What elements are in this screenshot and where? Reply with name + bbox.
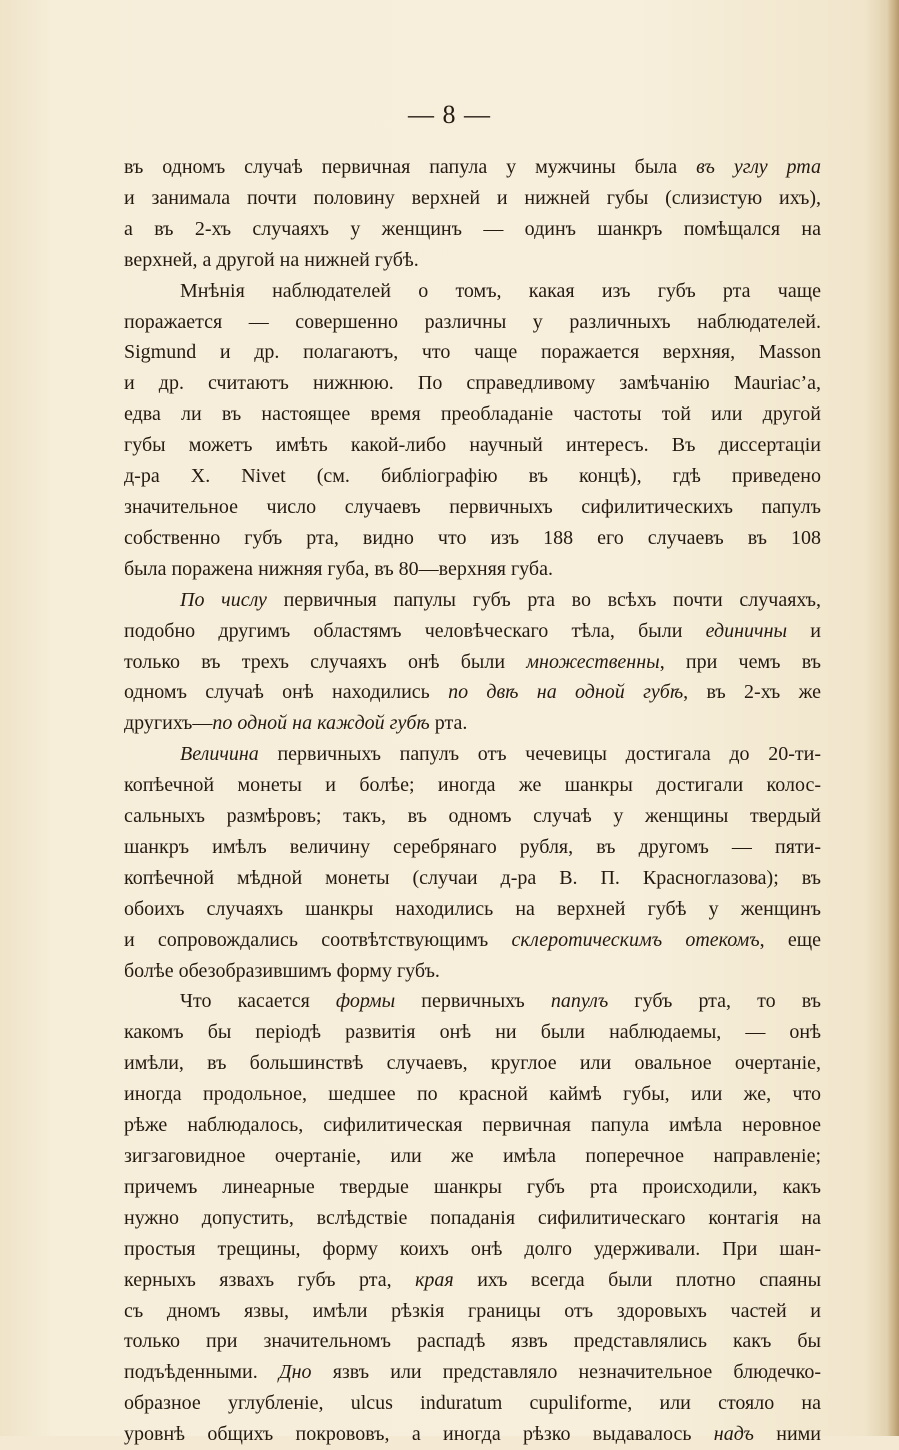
italic-fragment: въ углу рта (696, 156, 821, 178)
text-line (124, 647, 821, 678)
italic-fragment: края (415, 1268, 454, 1291)
text-fragment: другихъ— (124, 712, 213, 735)
text-line (124, 492, 821, 523)
text-fragment: и занимала почти половину верхней и нижней губы (слизистую ихъ), (124, 186, 821, 209)
text-fragment: , въ 2-хъ же (683, 681, 821, 704)
text-fragment: рта. (429, 712, 468, 735)
text-fragment: , при чемъ въ (659, 650, 821, 673)
text-line (124, 1048, 821, 1079)
italic-fragment: Величина (180, 743, 259, 766)
text-line (124, 1017, 821, 1048)
text-fragment: едва ли въ настоящее время преобладаніе частоты той или другой (124, 403, 821, 426)
text-fragment: а въ 2-хъ случаяхъ у женщинъ — одинъ шанкръ помѣщался на (124, 217, 821, 240)
text-line (124, 523, 821, 554)
text-line (124, 1265, 821, 1296)
text-fragment: зигзаговидное очертаніе, или же имѣла поперечное направленіе; (124, 1145, 821, 1167)
text-fragment: нужно допустить, вслѣдствіе попаданія сифилитическаго контагія на (124, 1206, 821, 1229)
text-line (124, 770, 821, 801)
text-fragment: копѣечной монеты и болѣе; иногда же шанкры достигали колос- (124, 774, 821, 797)
text-line (124, 152, 821, 183)
text-fragment: рѣже наблюдалось, сифилитическая первичная папула имѣла неровное (124, 1114, 821, 1137)
page-number: — 8 — (408, 100, 491, 129)
text-fragment: Мнѣнія наблюдателей о томъ, какая изъ губъ рта чаще (180, 279, 821, 302)
text-fragment: шанкръ имѣлъ величину серебрянаго рубля, въ другомъ — пяти- (124, 835, 821, 858)
text-line (124, 430, 821, 461)
text-line (124, 863, 821, 894)
text-fragment: простыя трещины, форму коихъ онѣ долго удерживали. При шан- (124, 1237, 821, 1260)
text-fragment: съ дномъ язвы, имѣли рѣзкія границы отъ здоровыхъ частей и (124, 1299, 821, 1322)
text-fragment: образное углубленіе, ulcus induratum cupuliforme, или стояло на (124, 1392, 821, 1415)
text-line (124, 832, 821, 863)
text-line (124, 894, 821, 925)
text-fragment: сальныхъ размѣровъ; такъ, въ одномъ случаѣ у женщины твердый (124, 805, 821, 828)
text-fragment: была поражена нижняя губа, въ 80—верхняя губа. (124, 557, 553, 580)
text-line (124, 1388, 821, 1419)
text-fragment: копѣечной мѣдной монеты (случаи д-ра В. П. Красноглазова); въ (124, 866, 821, 889)
text-line (124, 1419, 821, 1450)
italic-fragment: Дно (278, 1361, 312, 1384)
italic-fragment: склеротическимъ отекомъ (511, 928, 760, 951)
text-fragment: д-ра X. Nivet (см. библіографію въ концѣ), гдѣ приведено (124, 465, 821, 488)
text-line (124, 1296, 821, 1327)
text-fragment: ними (753, 1423, 822, 1446)
text-fragment: , еще (759, 928, 822, 951)
text-line (124, 276, 821, 307)
text-fragment: только въ трехъ случаяхъ онѣ были (124, 650, 527, 673)
text-fragment: какомъ бы періодѣ развитія онѣ ни были наблюдаемы, — онѣ (124, 1021, 821, 1044)
italic-fragment: по одной на каждой губѣ (212, 712, 430, 735)
text-line (124, 554, 821, 585)
text-fragment: причемъ линеарные твердые шанкры губъ рта происходили, какъ (124, 1175, 821, 1198)
italic-fragment: единичны (705, 619, 788, 642)
text-fragment: первичныхъ папулъ отъ чечевицы достигала до 20-ти- (258, 743, 821, 766)
text-line (124, 214, 821, 245)
italic-fragment: По числу (180, 588, 267, 611)
text-fragment: и сопровождались соотвѣтствующимъ (124, 928, 512, 951)
text-line (124, 1141, 821, 1172)
text-fragment: подобно другимъ областямъ человѣческаго тѣла, были (124, 619, 706, 642)
italic-fragment: множественны (526, 650, 660, 673)
text-line (124, 677, 821, 708)
text-fragment: уровнѣ общихъ покрововъ, а иногда рѣзко выдавалось (124, 1423, 714, 1446)
text-line (124, 1234, 821, 1265)
text-fragment: одномъ случаѣ онѣ находились (124, 681, 449, 704)
text-line (124, 986, 821, 1017)
text-line (124, 307, 821, 338)
text-line (124, 801, 821, 832)
italic-fragment: формы (335, 990, 396, 1013)
text-fragment: болѣе обезобразившимъ форму губъ. (124, 959, 440, 982)
text-line (124, 1203, 821, 1234)
text-fragment: имѣли, въ большинствѣ случаевъ, круглое или овальное очертаніе, (124, 1052, 821, 1075)
text-line (124, 1172, 821, 1203)
text-fragment: керныхъ язвахъ губъ рта, (124, 1268, 416, 1291)
text-fragment: иногда продольное, шедшее по красной каймѣ губы, или же, что (124, 1083, 821, 1106)
body-text (124, 152, 821, 1450)
text-line (124, 1110, 821, 1141)
text-line (124, 245, 821, 276)
text-fragment: собственно губъ рта, видно что изъ 188 его случаевъ въ 108 (124, 526, 821, 549)
text-fragment: губъ рта, то въ (608, 990, 821, 1013)
text-fragment: подъѣденными. (124, 1361, 279, 1384)
text-line (124, 337, 821, 368)
page-edge (887, 0, 899, 1436)
text-fragment: обоихъ случаяхъ шанкры находились на верхней губѣ у женщинъ (124, 897, 821, 920)
text-fragment: значительное число случаевъ первичныхъ сифилитическихъ папулъ (124, 495, 821, 518)
text-line (124, 1326, 821, 1357)
text-line (124, 585, 821, 616)
text-line (124, 956, 821, 987)
italic-fragment: по двѣ на одной губѣ (448, 681, 684, 704)
text-fragment: поражается — совершенно различны у различныхъ наблюдателей. (124, 310, 821, 333)
text-line (124, 925, 821, 956)
text-fragment: въ одномъ случаѣ первичная папула у мужчины была (124, 156, 697, 178)
text-line (124, 708, 821, 739)
text-fragment: язвъ или представляло незначительное блюдечко- (311, 1361, 821, 1384)
text-fragment: первичныя папулы губъ рта во всѣхъ почти случаяхъ, (266, 588, 821, 611)
text-fragment: ихъ всегда были плотно спаяны (453, 1268, 822, 1291)
text-fragment: Sigmund и др. полагаютъ, что чаще поражается верхняя, Masson (124, 341, 821, 364)
text-line (124, 183, 821, 214)
italic-fragment: надъ (713, 1423, 754, 1446)
text-fragment: только при значительномъ распадѣ язвъ представлялись какъ бы (124, 1330, 821, 1353)
text-fragment: и др. считаютъ нижнюю. По справедливому замѣчанію Mauriac’а, (124, 372, 821, 395)
text-fragment: верхней, а другой на нижней губѣ. (124, 248, 419, 271)
text-line (124, 368, 821, 399)
text-line (124, 739, 821, 770)
text-line (124, 399, 821, 430)
text-line (124, 616, 821, 647)
text-fragment: первичныхъ (395, 990, 551, 1013)
text-line (124, 1079, 821, 1110)
text-fragment: и (787, 619, 821, 642)
text-line (124, 1357, 821, 1388)
text-fragment: Что касается (180, 990, 336, 1013)
text-fragment: губы можетъ имѣть какой-либо научный интересъ. Въ диссертаціи (124, 434, 821, 457)
text-line (124, 461, 821, 492)
italic-fragment: папулъ (550, 990, 609, 1013)
